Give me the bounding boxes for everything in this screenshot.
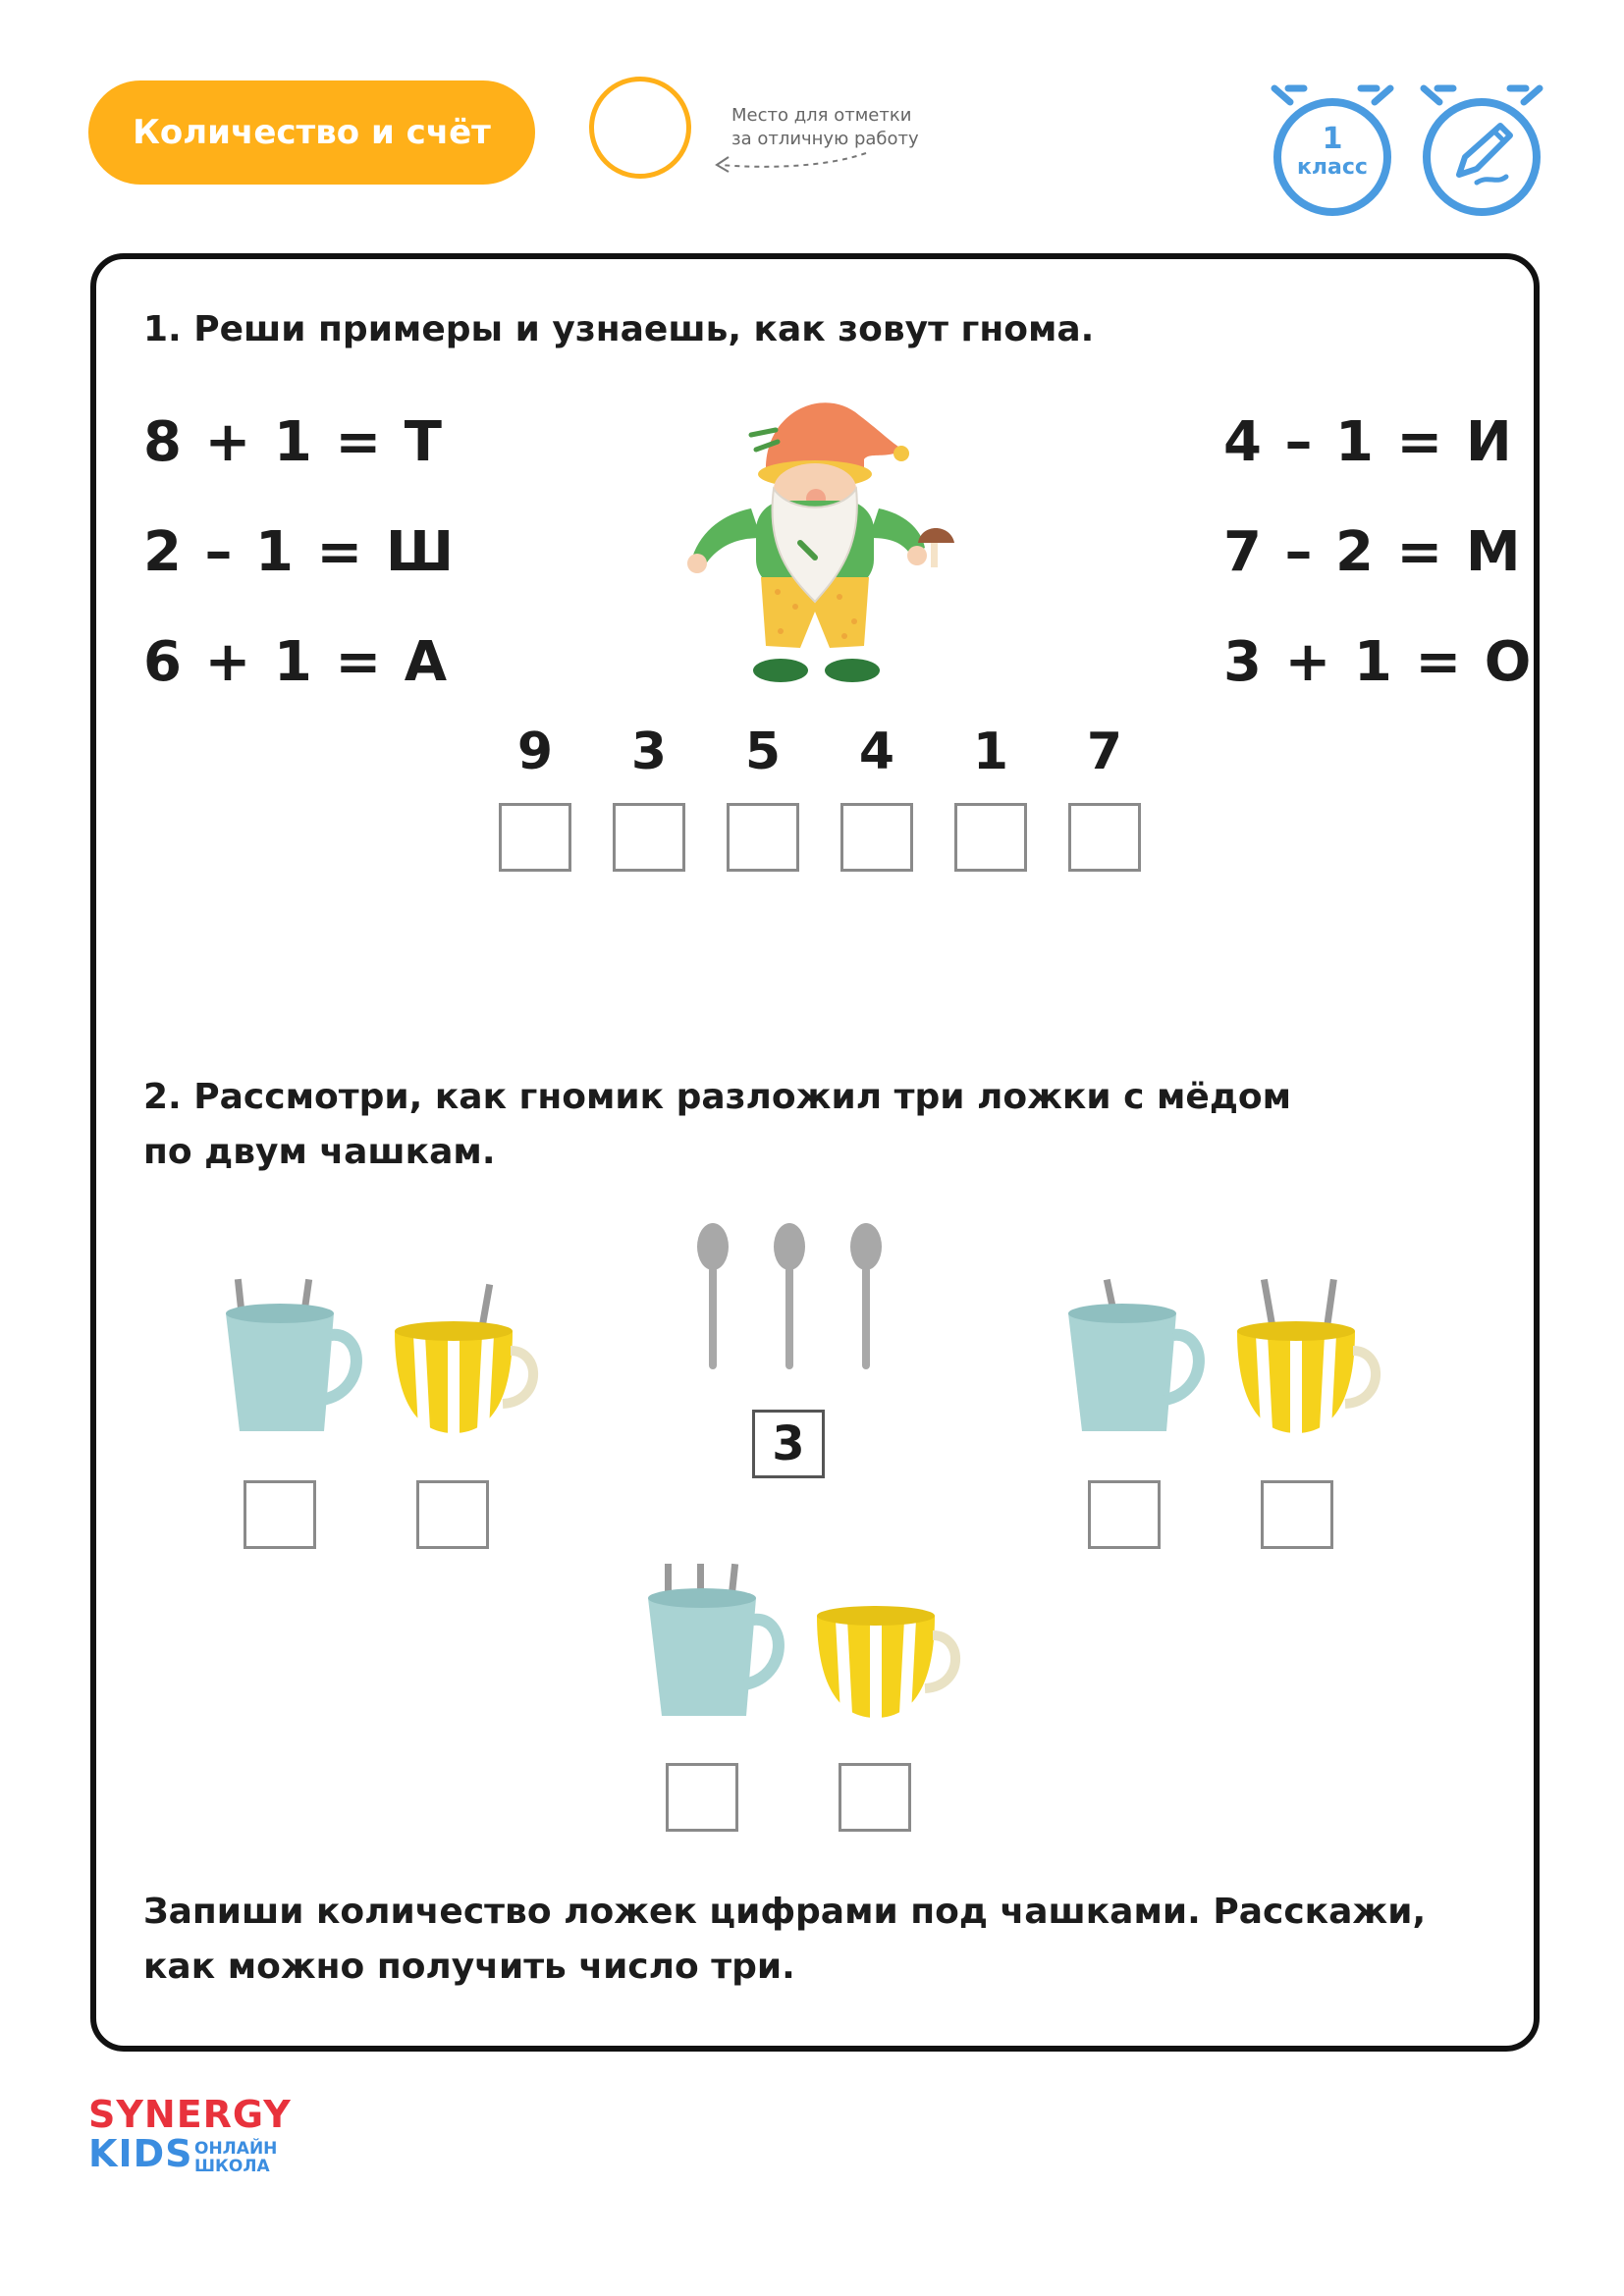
brand-school-line1: ОНЛАЙН: [194, 2139, 278, 2159]
answer-letter-box-3[interactable]: [727, 803, 799, 872]
cup-group-3: [640, 1559, 974, 1726]
yellow-cup-icon: [1237, 1279, 1376, 1433]
cup-group-1: [218, 1274, 552, 1441]
code-number-1: 9: [516, 722, 554, 781]
task1-title: 1. Реши примеры и узнаешь, как зовут гнома.: [143, 309, 1095, 349]
task2-title-line1: 2. Рассмотри, как гномик разложил три ложки с мёдом: [143, 1077, 1292, 1117]
answer-letter-box-2[interactable]: [613, 803, 685, 872]
code-number-4: 4: [858, 722, 895, 781]
brand-kids: KIDS: [88, 2132, 193, 2175]
grade-mark-circle: [589, 77, 691, 179]
task2-instruction-line1: Запиши количество ложек цифрами под чашками. Расскажи,: [143, 1892, 1427, 1932]
equation-left-3: 6 + 1 = А: [143, 630, 450, 694]
equation-right-3: 3 + 1 = О: [1223, 630, 1534, 694]
total-spoons-box: 3: [752, 1410, 825, 1478]
mark-note: [731, 104, 919, 151]
answer-letter-box-4[interactable]: [840, 803, 913, 872]
brand-school-line2: ШКОЛА: [194, 2157, 270, 2176]
cup-group-1-blue-count-box[interactable]: [244, 1480, 316, 1549]
grade-label: класс: [1297, 155, 1368, 180]
task2-title-line2: по двум чашкам.: [143, 1132, 496, 1172]
brand-school: [194, 2140, 277, 2175]
code-number-5: 1: [972, 722, 1009, 781]
cup-group-1-yellow-count-box[interactable]: [416, 1480, 489, 1549]
gnome-illustration: [668, 391, 962, 695]
pencil-badge: [1418, 80, 1545, 218]
code-number-2: 3: [630, 722, 668, 781]
code-number-6: 7: [1086, 722, 1123, 781]
task2-instruction-line2: как можно получить число три.: [143, 1947, 795, 1987]
equation-right-2: 7 – 2 = М: [1223, 520, 1523, 584]
blue-cup-icon: [648, 1564, 779, 1716]
brand-synergy: SYNERGY: [88, 2093, 292, 2136]
equation-left-1: 8 + 1 = Т: [143, 410, 444, 474]
pencil-icon: [1459, 126, 1510, 183]
equation-right-1: 4 – 1 = И: [1223, 410, 1514, 474]
three-spoons-illustration: [687, 1219, 893, 1376]
grade-number: 1: [1322, 122, 1343, 156]
cup-group-2-yellow-count-box[interactable]: [1261, 1480, 1333, 1549]
mark-note-line2: за отличную работу: [731, 129, 919, 149]
cup-group-3-yellow-count-box[interactable]: [839, 1763, 911, 1832]
cup-group-2: [1060, 1274, 1394, 1441]
answer-letter-box-1[interactable]: [499, 803, 571, 872]
code-number-3: 5: [744, 722, 782, 781]
yellow-cup-icon: [395, 1284, 533, 1433]
answer-letter-box-6[interactable]: [1068, 803, 1141, 872]
answer-letter-box-5[interactable]: [954, 803, 1027, 872]
dashed-arrow-icon: [709, 147, 876, 177]
yellow-cup-icon: [817, 1606, 955, 1718]
equation-left-2: 2 – 1 = Ш: [143, 520, 457, 584]
cup-group-3-blue-count-box[interactable]: [666, 1763, 738, 1832]
blue-cup-icon: [226, 1279, 356, 1431]
blue-cup-icon: [1068, 1279, 1199, 1431]
cup-group-2-blue-count-box[interactable]: [1088, 1480, 1161, 1549]
mark-note-line1: Место для отметки: [731, 105, 912, 126]
topic-badge: Количество и счёт: [88, 80, 535, 185]
